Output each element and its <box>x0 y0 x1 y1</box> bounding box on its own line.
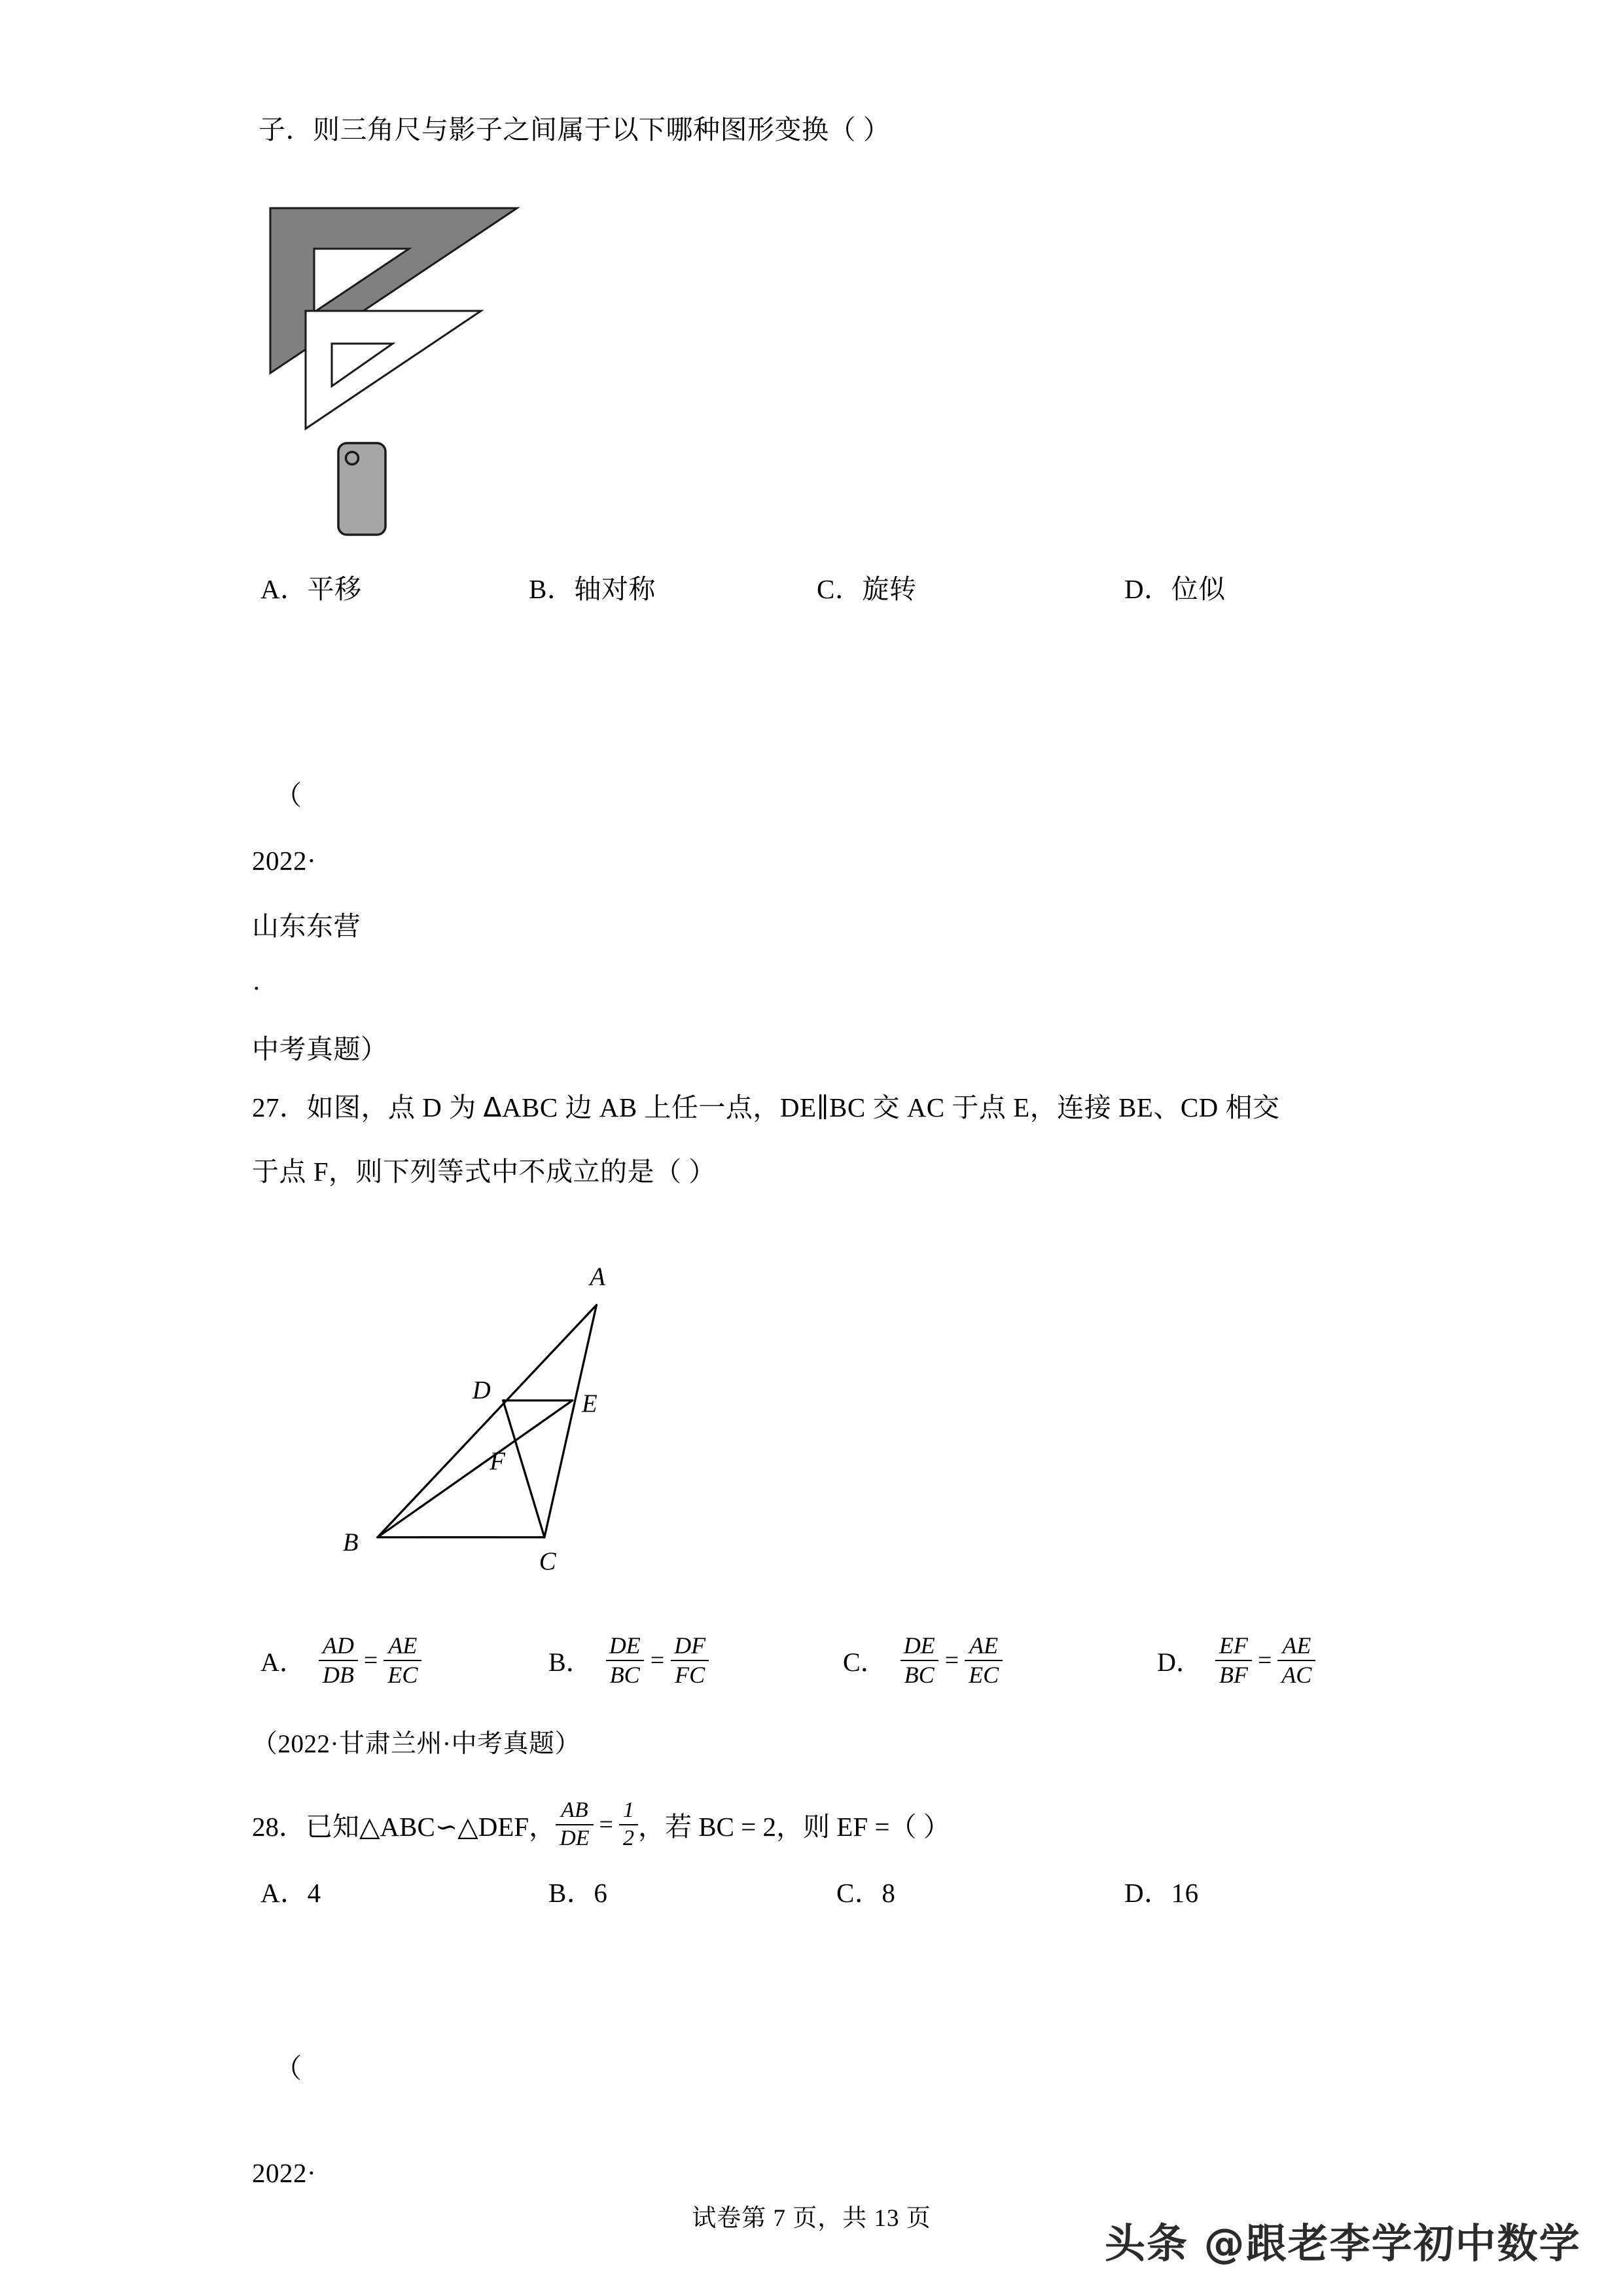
question-27-option-b[interactable] <box>548 1633 709 1688</box>
question-26-option-b[interactable] <box>529 576 656 603</box>
denominator: DB <box>319 1660 358 1688</box>
citation-q27-year: 2022· <box>252 846 317 876</box>
question-28-ratio-fraction <box>556 1799 593 1850</box>
watermark: 头条 @跟老李学初中数学 <box>1105 2219 1581 2267</box>
vertex-label-B: B <box>342 1528 359 1557</box>
denominator: AC <box>1277 1660 1315 1688</box>
vertex-label-F: F <box>490 1446 505 1475</box>
numerator: AE <box>388 1632 418 1659</box>
question-28-option-d[interactable] <box>1124 1880 1199 1907</box>
question-27-stem-line-1: 27．如图，点 D 为 ᐃABC 边 AB 上任一点，DE∥BC 交 AC 于点 E，连接 BE、CD 相交 <box>252 1092 1280 1122</box>
denominator: DE <box>556 1824 593 1851</box>
question-27-option-c[interactable] <box>843 1633 1003 1688</box>
option-a-text: 平移 <box>307 574 362 604</box>
citation-q28: （2022·甘肃兰州·中考真题） <box>252 1730 580 1758</box>
option-d-label: D． <box>1124 574 1171 604</box>
option-d-text: 位似 <box>1171 574 1226 604</box>
page-footer: 试卷第 7 页，共 13 页 <box>692 2205 931 2232</box>
numerator: DE <box>609 1632 641 1659</box>
option-a-label: A． <box>260 574 308 604</box>
option-a-text: 4 <box>307 1878 321 1908</box>
option-a-label: A． <box>260 1878 308 1908</box>
question-28-stem <box>252 1799 950 1850</box>
option-c-label: C． <box>843 1647 887 1677</box>
equals-sign: = <box>1257 1646 1272 1674</box>
equals-sign: = <box>363 1646 378 1674</box>
citation-trailing-year: 2022· <box>252 2158 317 2188</box>
question-28-option-c[interactable] <box>836 1880 895 1907</box>
vertex-label-A: A <box>590 1263 605 1291</box>
question-26-option-a[interactable] <box>260 576 362 603</box>
option-d-left-fraction <box>1215 1633 1252 1688</box>
numerator: EF <box>1219 1632 1248 1659</box>
question-28-option-a[interactable] <box>260 1880 321 1907</box>
numerator: AE <box>969 1632 999 1659</box>
question-28-suffix: ，若 BC = 2，则 EF =（ ） <box>637 1812 950 1842</box>
option-b-label: B． <box>548 1647 592 1677</box>
segment-AC <box>544 1305 597 1537</box>
option-d-label: D． <box>1124 1878 1171 1908</box>
phone-icon <box>338 443 385 535</box>
citation-q27-separator: · <box>252 973 262 1003</box>
segment-DC <box>503 1401 544 1537</box>
citation-q27-tail: 中考真题） <box>252 1034 388 1064</box>
option-c-left-fraction <box>900 1633 939 1688</box>
question-27-option-d[interactable] <box>1157 1633 1315 1688</box>
triangle-ruler-shadow-figure <box>259 187 560 543</box>
option-b-label: B． <box>529 574 575 604</box>
numerator: AD <box>322 1632 354 1659</box>
option-a-left-fraction <box>319 1633 358 1688</box>
denominator: BF <box>1215 1660 1252 1688</box>
numerator: AB <box>561 1798 588 1822</box>
citation-trailing-open-paren: （ <box>275 2053 302 2083</box>
denominator: EC <box>383 1660 421 1688</box>
question-26-option-d[interactable] <box>1124 576 1226 603</box>
equals-sign: = <box>944 1646 959 1674</box>
option-d-label: D． <box>1157 1647 1202 1677</box>
equals-sign: = <box>599 1810 613 1839</box>
denominator: FC <box>671 1660 709 1688</box>
option-b-text: 6 <box>594 1878 608 1908</box>
option-c-right-fraction <box>965 1633 1003 1688</box>
option-c-text: 8 <box>882 1878 896 1908</box>
triangle-abc-figure <box>298 1244 664 1577</box>
option-c-text: 旋转 <box>862 574 917 604</box>
numerator: AE <box>1282 1632 1311 1659</box>
option-b-label: B． <box>548 1878 594 1908</box>
option-b-right-fraction <box>670 1633 709 1688</box>
question-26-option-c[interactable] <box>817 576 916 603</box>
option-c-label: C． <box>836 1878 882 1908</box>
question-28-option-b[interactable] <box>548 1880 607 1907</box>
equals-sign: = <box>650 1646 665 1674</box>
numerator: DF <box>674 1632 706 1659</box>
option-d-right-fraction <box>1277 1633 1315 1688</box>
segment-BE <box>378 1401 573 1537</box>
option-a-right-fraction <box>383 1633 421 1688</box>
question-27-stem-line-2: 于点 F，则下列等式中不成立的是（ ） <box>252 1157 716 1187</box>
question-27-option-a[interactable] <box>260 1633 421 1688</box>
numerator: 1 <box>622 1798 634 1822</box>
denominator: 2 <box>619 1824 638 1851</box>
option-b-text: 轴对称 <box>574 574 656 604</box>
segment-AB <box>378 1305 597 1537</box>
vertex-label-D: D <box>472 1376 491 1405</box>
vertex-label-C: C <box>539 1547 556 1575</box>
question-28-value-fraction <box>619 1799 638 1850</box>
numerator: DE <box>903 1632 935 1659</box>
denominator: BC <box>606 1660 644 1688</box>
option-c-label: C． <box>817 574 863 604</box>
citation-q27-place: 山东东营 <box>252 911 361 941</box>
option-b-left-fraction <box>605 1633 645 1688</box>
citation-q27-open-paren: （ <box>275 780 302 810</box>
denominator: EC <box>965 1660 1003 1688</box>
ruler-triangle <box>306 311 481 429</box>
question-26-stem-continuation: 子．则三角尺与影子之间属于以下哪种图形变换（ ） <box>259 115 891 145</box>
question-28-prefix: 28．已知△ABC∽△DEF， <box>252 1812 556 1842</box>
option-d-text: 16 <box>1171 1878 1199 1908</box>
denominator: BC <box>901 1660 938 1688</box>
option-a-label: A． <box>260 1647 306 1677</box>
vertex-label-E: E <box>582 1390 597 1418</box>
